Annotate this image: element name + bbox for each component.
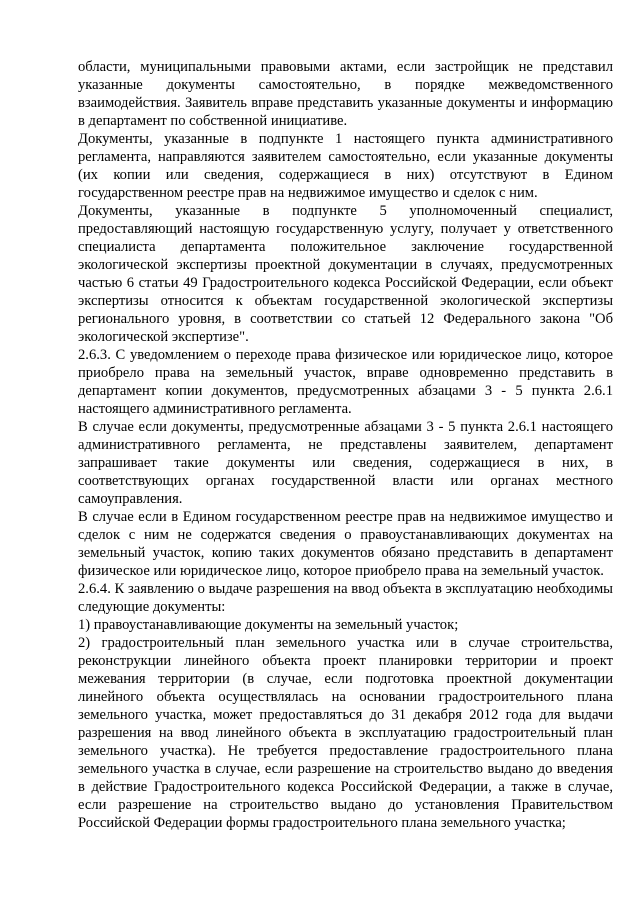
paragraph-1: области, муниципальными правовыми актами, если застройщик не представил указанные документы самостоятельно, в порядке межведомственного взаимодействия. Заявитель вправе представить указанные документы и информацию в департамент по собственной инициативе.	[78, 59, 613, 129]
paragraph-9: 2) градостроительный план земельного участка или в случае строительства, реконструкции линейного объекта проект планировки территории и проект межевания территории (в случае, если подготовка проектной документации линейного объекта осуществлялась на основании градостроительного плана земельного участка, может предоставляться до 31 декабря 2012 года для выдачи разрешения на ввод линейного объекта в эксплуатацию градостроительный план земельного участка). Не требуется предоставление градостроительного плана земельного участка в случае, если разрешение на строительство выдано до введения в действие Градостроительного кодекса Российской Федерации, а также в случае, если разрешение на строительство выдано до установления Правительством Российской Федерации формы градостроительного плана земельного участка;	[78, 635, 613, 831]
paragraph-8: 1) правоустанавливающие документы на земельный участок;	[78, 617, 459, 633]
paragraph-2: Документы, указанные в подпункте 1 настоящего пункта административного регламента, направляются заявителем самостоятельно, если указанные документы (их копии или сведения, содержащиеся в них) отсутствуют в Едином государственном реестре прав на недвижимое имущество и сделок с ним.	[78, 131, 613, 201]
paragraph-6: В случае если в Едином государственном реестре прав на недвижимое имущество и сделок с ним не содержатся сведения о правоустанавливающих документах на земельный участок, копию таких документов обязано представить в департамент физическое или юридическое лицо, которое приобрело права на земельный участок.	[78, 509, 613, 579]
document-page	[78, 58, 613, 832]
paragraph-4: 2.6.3. С уведомлением о переходе права физическое или юридическое лицо, которое приобрело права на земельный участок, вправе одновременно представить в департамент копии документов, предусмотренных абзацами 3 - 5 пункта 2.6.1 настоящего административного регламента.	[78, 347, 613, 417]
paragraph-3: Документы, указанные в подпункте 5 уполномоченный специалист, предоставляющий настоящую государственную услугу, получает у ответственного специалиста департамента положительное заключение государственной экологической экспертизы проектной документации в случаях, предусмотренных частью 6 статьи 49 Градостроительного кодекса Российской Федерации, если объект экспертизы относится к объектам государственной экологической экспертизы регионального уровня, в соответствии со статьей 12 Федерального закона "Об экологической экспертизе".	[78, 203, 613, 345]
paragraph-5: В случае если документы, предусмотренные абзацами 3 - 5 пункта 2.6.1 настоящего административного регламента, не представлены заявителем, департамент запрашивает такие документы или сведения, содержащиеся в них, в соответствующих органах государственной власти или органах местного самоуправления.	[78, 419, 613, 507]
paragraph-7: 2.6.4. К заявлению о выдаче разрешения на ввод объекта в эксплуатацию необходимы следующие документы:	[78, 581, 613, 615]
